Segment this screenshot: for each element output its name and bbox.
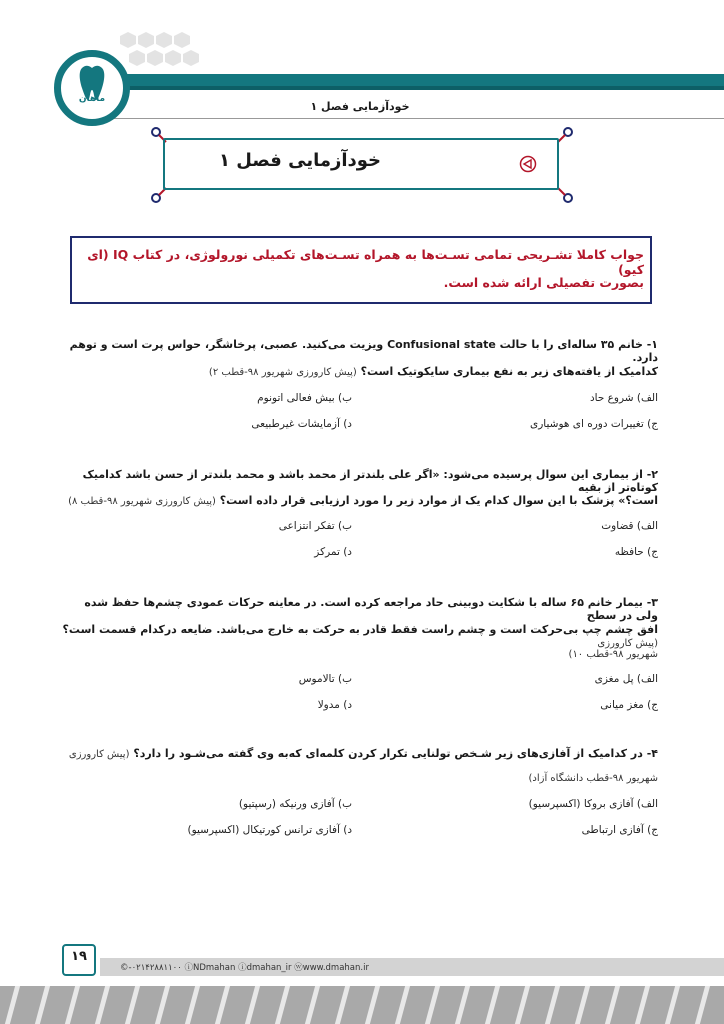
intro-line-2: بصورت تفصیلی ارائه شده است. (443, 275, 644, 290)
question-1-line-1: ۱- خانم ۳۵ ساله‌ای را با حالت Confusional state ویزیت می‌کنید. عصبی، پرخاشگر، حواس پرت است و توهم دارد. (69, 338, 658, 364)
play-circle-icon (519, 155, 537, 173)
header-bar-shadow (104, 86, 724, 90)
page-title: خودآزمایی فصل ۱ (218, 150, 382, 171)
question-4-option-a: الف) آفازی بروکا (اکسپرسیو) (528, 798, 658, 810)
question-3-line-1: ۳- بیمار خانم ۶۵ ساله با شکایت دوبینی حاد مراجعه کرده است. در معاینه حرکات عمودی چشم‌ها حفظ شده ولی در سطح (84, 596, 658, 622)
question-1-option-b: ب) بیش فعالی اتونوم (257, 392, 352, 404)
question-1-line-2: کدامیک از یافته‌های زیر به نفع بیماری سایکوتیک است؟ (پیش کارورزی شهریور ۹۸-قطب ۲) (208, 365, 658, 378)
logo-text: ماهان (78, 94, 106, 104)
bottom-stripe-decoration (0, 986, 724, 1024)
question-3-option-c: ج) مغز میانی (600, 699, 658, 711)
question-3-option-d: د) مدولا (317, 699, 352, 711)
question-2-option-b: ب) تفکر انتزاعی (278, 520, 352, 532)
question-4-line-1: ۴- در کدامیک از آفازی‌های زیر شـخص تولنایی تکرار کردن کلمه‌ای که‌به وی گفته می‌شـود را دارد؟ (پیش کارورزی (68, 747, 658, 760)
question-2-option-c: ج) حافظه (614, 546, 658, 558)
question-4-source-line: شهریور ۹۸-قطب دانشگاه آزاد) (528, 773, 658, 784)
question-1-option-d: د) آزمایشات غیرطبیعی (251, 418, 352, 430)
chapter-label: خودآزمایی فصل ۱ (310, 100, 410, 113)
question-3-line-2: افق چشم چپ بی‌حرکت است و چشم راست فقط قادر به حرکت به خارج می‌باشد. ضایعه درکدام قسمت است؟ (پیش کارورزی (62, 623, 658, 649)
question-4-option-b: ب) آفازی ورنیکه (رسپتیو) (238, 798, 352, 810)
question-1-option-a: الف) شروع حاد (589, 392, 658, 404)
question-3-option-a: الف) پل مغزی (594, 673, 658, 685)
question-3-option-b: ب) تالاموس (298, 673, 352, 685)
question-4-option-d: د) آفازی ترانس کورتیکال (اکسپرسیو) (187, 824, 352, 836)
question-3-source-line: شهریور ۹۸-قطب ۱۰) (568, 649, 658, 660)
question-2-option-a: الف) قضاوت (601, 520, 658, 532)
question-2-line-1: ۲- از بیماری این سوال پرسیده می‌شود: «اگر علی بلندتر از محمد باشد و محمد بلندتر از حسن باشد کدامیک کوتاه‌تر از بقیه (82, 468, 658, 494)
question-2-option-d: د) تمرکز (314, 546, 352, 558)
hexagon-decoration (118, 30, 218, 74)
question-1-option-c: ج) تغییرات دوره ای هوشیاری (529, 418, 658, 430)
footer-contacts: ©-۰۲۱۴۲۸۸۱۱۰۰ ⓘNDmahan ⓘdmahan_ir ⓦwww.dmahan.ir (120, 963, 369, 973)
question-2-line-2: است؟» پزشک با این سوال کدام یک از موارد زیر را مورد ارزیابی قرار داده است؟ (پیش کارورزی شهریور ۹۸-قطب ۸) (68, 494, 658, 507)
header-divider (96, 118, 724, 119)
question-4-option-c: ج) آفازی ارتباطی (581, 824, 658, 836)
page-number: ۱۹ (71, 949, 87, 964)
intro-line-1: جواب کاملا تشـریحی تمامی تسـت‌ها به همراه تسـت‌های تکمیلی نورولوژی، در کتاب IQ (ای کیو) (87, 247, 644, 277)
